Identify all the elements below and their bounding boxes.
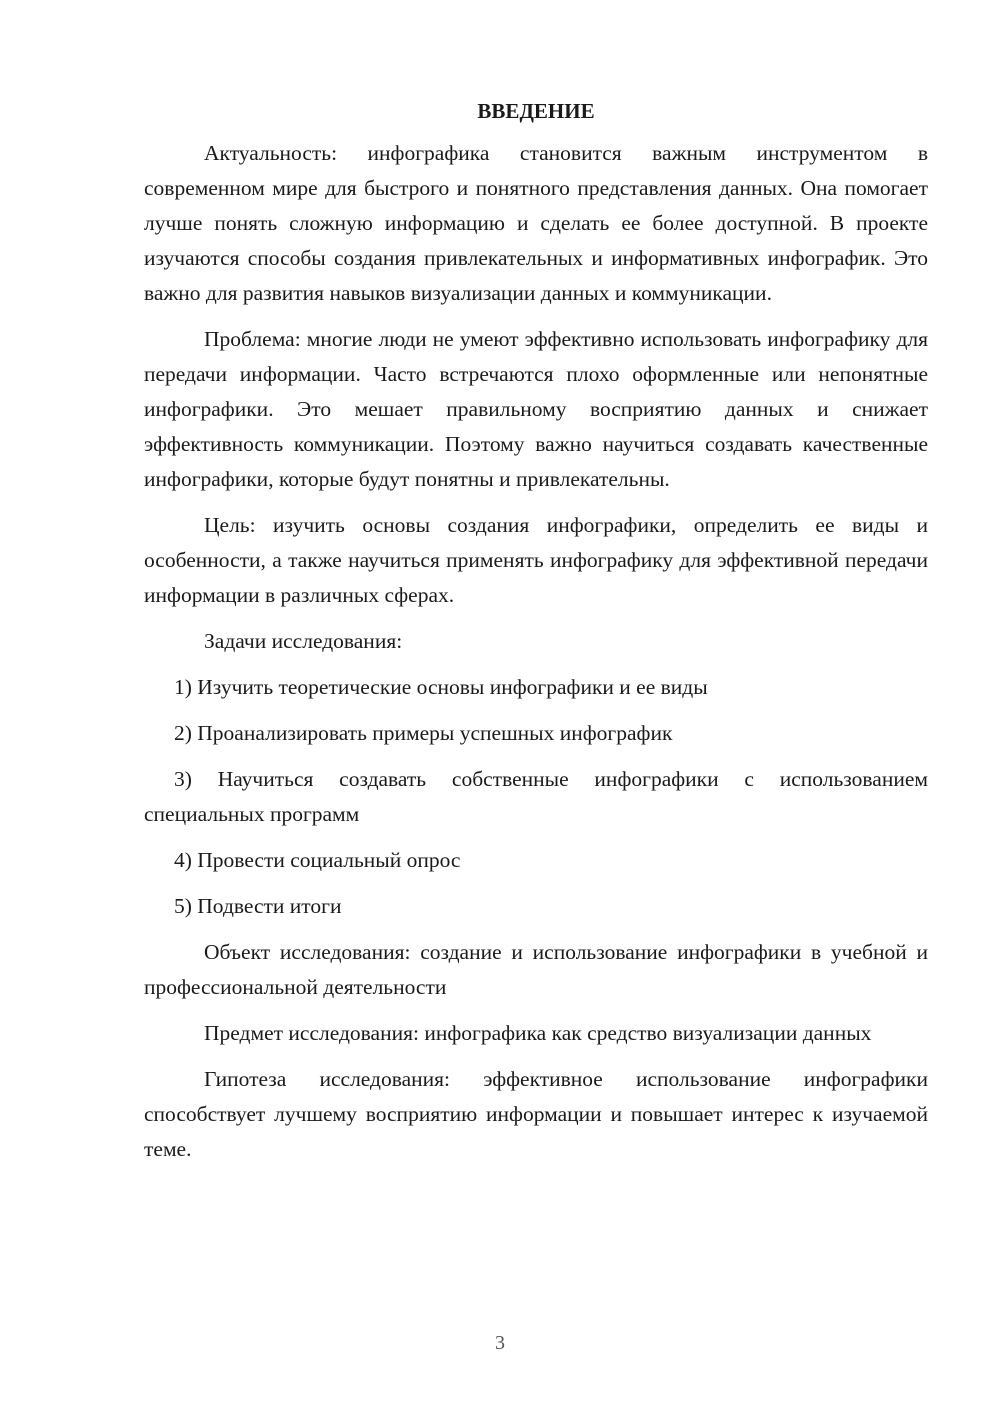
paragraph-problem: Проблема: многие люди не умеют эффективно использовать инфографику для передачи информации. Часто встречаются плохо оформленные или непонятные инфографики. Это мешает правильному восприятию данных и снижает эффективность коммуникации. Поэтому важно научиться создавать качественные инфографики, которые будут понятны и привлекательны. [144,327,928,491]
list-item: 4) Провести социальный опрос [174,848,461,872]
list-item: 5) Подвести итоги [174,894,342,918]
document-page [144,96,928,1178]
tasks-intro: Задачи исследования: [204,629,403,653]
paragraph-hypothesis: Гипотеза исследования: эффективное использование инфографики способствует лучшему восприятию информации и повышает интерес к изучаемой теме. [144,1067,928,1161]
page-number: 3 [495,1332,505,1354]
paragraph-relevance: Актуальность: инфографика становится важным инструментом в современном мире для быстрого и понятного представления данных. Она помогает лучше понять сложную информацию и сделать ее более доступной. В проекте изучаются способы создания привлекательных и информативных инфографик. Это важно для развития навыков визуализации данных и коммуникации. [144,141,928,305]
list-item: 2) Проанализировать примеры успешных инфографик [174,721,673,745]
tasks-list [144,670,928,924]
paragraph-object: Объект исследования: создание и использование инфографики в учебной и профессиональной деятельности [144,940,928,999]
paragraph-goal: Цель: изучить основы создания инфографики, определить ее виды и особенности, а также научиться применять инфографику для эффективной передачи информации в различных сферах. [144,513,928,607]
list-item: 3) Научиться создавать собственные инфографики с использованием специальных программ [144,767,928,826]
list-item: 1) Изучить теоретические основы инфографики и ее виды [174,675,708,699]
paragraph-subject: Предмет исследования: инфографика как средство визуализации данных [204,1021,872,1045]
page-title: ВВЕДЕНИЕ [477,99,595,123]
